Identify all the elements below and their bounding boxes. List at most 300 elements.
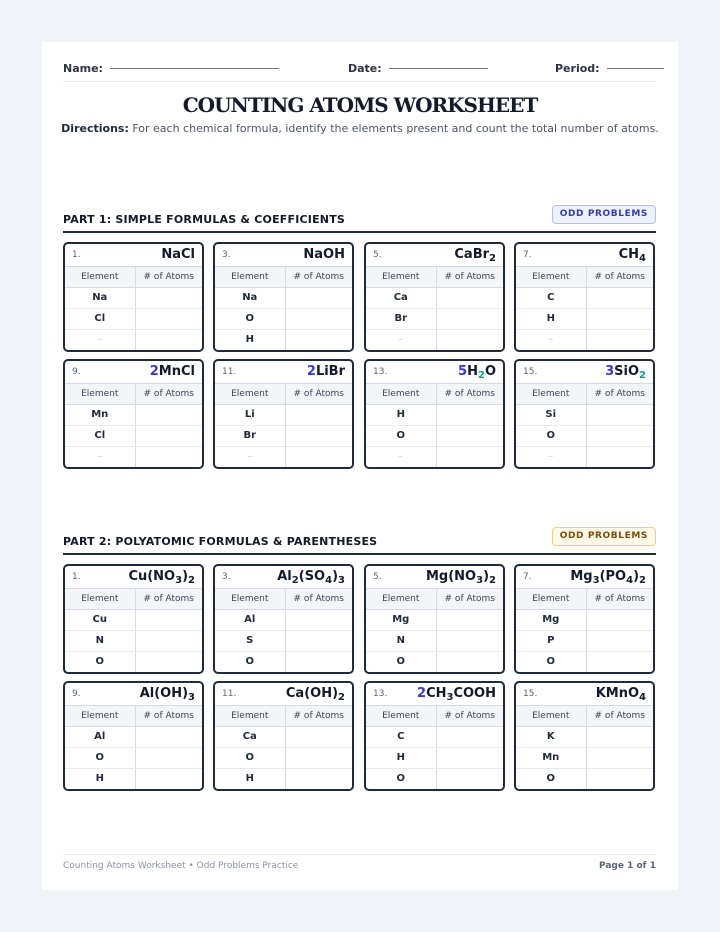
chemical-formula <box>277 569 345 584</box>
atom-count-answer-cell[interactable] <box>285 747 352 768</box>
table-row <box>516 726 653 747</box>
element-symbol: K <box>516 726 586 747</box>
table-row <box>516 609 653 630</box>
atom-count-table <box>65 267 202 350</box>
atom-count-answer-cell[interactable] <box>135 609 202 630</box>
atom-count-answer-cell[interactable] <box>586 747 653 768</box>
formula-part: ) <box>332 569 339 584</box>
element-symbol: O <box>215 308 285 329</box>
part-1-heading <box>63 209 656 233</box>
formula-part: CaBr <box>454 247 490 262</box>
table-row <box>516 768 653 789</box>
element-symbol: – <box>366 446 436 467</box>
problem-header <box>215 683 352 706</box>
element-symbol: – <box>366 329 436 350</box>
problem-header <box>366 683 503 706</box>
student-info-header <box>63 60 656 82</box>
problem-card <box>213 242 354 352</box>
problem-number: 11. <box>222 689 237 699</box>
element-symbol: Mg <box>366 609 436 630</box>
atom-count-table <box>366 706 503 789</box>
chemical-formula <box>458 364 496 379</box>
table-row <box>516 630 653 651</box>
table-row <box>65 768 202 789</box>
formula-subscript: 4 <box>639 253 646 264</box>
table-row <box>516 747 653 768</box>
table-row <box>65 747 202 768</box>
atom-count-table <box>516 384 653 467</box>
chemical-formula <box>619 247 646 262</box>
part-2-section <box>63 531 656 785</box>
part-2-heading <box>63 531 656 555</box>
formula-subscript: 3 <box>446 692 454 703</box>
atom-count-table <box>215 384 352 467</box>
table-row <box>516 329 653 350</box>
formula-part: Cu(NO <box>128 569 176 584</box>
formula-part: O <box>484 364 496 379</box>
atom-count-answer-cell[interactable] <box>586 425 653 446</box>
problem-card <box>63 242 204 352</box>
atom-count-answer-cell[interactable] <box>436 630 503 651</box>
problem-card <box>213 359 354 469</box>
element-symbol: Ca <box>366 287 436 308</box>
element-symbol: S <box>215 630 285 651</box>
atom-count-answer-cell[interactable] <box>135 768 202 789</box>
atom-count-answer-cell[interactable] <box>436 425 503 446</box>
element-symbol: Si <box>516 404 586 425</box>
problem-number: 7. <box>523 572 532 582</box>
table-row <box>65 446 202 467</box>
chemical-formula <box>570 569 646 584</box>
atom-count-answer-cell[interactable] <box>436 404 503 425</box>
problem-number: 13. <box>373 689 388 699</box>
atom-count-answer-cell[interactable] <box>586 651 653 672</box>
chemical-formula <box>454 247 496 262</box>
directions-label: Directions: <box>61 122 129 135</box>
formula-part: ) <box>483 569 490 584</box>
atom-count-answer-cell[interactable] <box>285 726 352 747</box>
table-row <box>366 287 503 308</box>
problem-number: 1. <box>72 572 81 582</box>
element-symbol: O <box>366 651 436 672</box>
atom-count-answer-cell[interactable] <box>586 446 653 467</box>
chemical-formula <box>161 247 195 262</box>
table-row <box>65 329 202 350</box>
problem-card <box>514 681 655 791</box>
date-field[interactable] <box>348 60 488 76</box>
formula-subscript: 2 <box>291 575 299 586</box>
atom-count-answer-cell[interactable] <box>285 404 352 425</box>
formula-part: H <box>467 364 478 379</box>
problem-header <box>65 361 202 384</box>
element-column-header: Element <box>366 384 436 404</box>
formula-part: CH <box>426 686 447 701</box>
table-row <box>215 726 352 747</box>
atom-count-answer-cell[interactable] <box>285 446 352 467</box>
part-1-badge: ODD PROBLEMS <box>552 205 656 224</box>
formula-subscript: 2 <box>639 575 646 586</box>
element-column-header: Element <box>215 706 285 726</box>
table-row <box>215 308 352 329</box>
element-symbol: Li <box>215 404 285 425</box>
table-row <box>366 747 503 768</box>
problem-header <box>65 683 202 706</box>
formula-part: COOH <box>453 686 496 701</box>
element-symbol: H <box>366 404 436 425</box>
element-column-header: Element <box>65 706 135 726</box>
formula-subscript: 2 <box>338 692 345 703</box>
atom-count-answer-cell[interactable] <box>285 609 352 630</box>
element-column-header: Element <box>215 589 285 609</box>
problem-header <box>366 566 503 589</box>
problem-header <box>215 244 352 267</box>
problem-card <box>213 564 354 674</box>
table-row <box>215 404 352 425</box>
element-symbol: Mn <box>65 404 135 425</box>
atom-count-answer-cell[interactable] <box>135 446 202 467</box>
atoms-column-header: # of Atoms <box>436 706 503 726</box>
formula-subscript: 3 <box>476 575 484 586</box>
atom-count-table <box>215 706 352 789</box>
problem-number: 5. <box>373 572 382 582</box>
atom-count-answer-cell[interactable] <box>285 308 352 329</box>
formula-subscript: 4 <box>626 575 634 586</box>
element-symbol: O <box>215 747 285 768</box>
atoms-column-header: # of Atoms <box>586 589 653 609</box>
element-symbol: – <box>65 446 135 467</box>
atom-count-table <box>215 589 352 672</box>
element-column-header: Element <box>516 384 586 404</box>
problem-header <box>215 361 352 384</box>
element-column-header: Element <box>65 589 135 609</box>
formula-subscript: 3 <box>592 575 600 586</box>
element-symbol: Mg <box>516 609 586 630</box>
chemical-formula <box>303 247 345 262</box>
element-symbol: – <box>65 329 135 350</box>
table-row <box>366 404 503 425</box>
table-row <box>366 425 503 446</box>
name-label: Name: <box>63 61 103 75</box>
table-row <box>366 329 503 350</box>
atom-count-answer-cell[interactable] <box>285 329 352 350</box>
atoms-column-header: # of Atoms <box>586 384 653 404</box>
element-symbol: N <box>366 630 436 651</box>
table-row <box>366 768 503 789</box>
element-column-header: Element <box>516 267 586 287</box>
atoms-column-header: # of Atoms <box>135 589 202 609</box>
table-row <box>516 287 653 308</box>
atom-count-answer-cell[interactable] <box>436 609 503 630</box>
atoms-column-header: # of Atoms <box>285 589 352 609</box>
atom-count-table <box>366 384 503 467</box>
date-label: Date: <box>348 61 382 75</box>
problem-header <box>366 361 503 384</box>
atom-count-answer-cell[interactable] <box>586 287 653 308</box>
formula-subscript: 2 <box>489 575 496 586</box>
atom-count-answer-cell[interactable] <box>586 768 653 789</box>
atom-count-answer-cell[interactable] <box>135 747 202 768</box>
formula-part: KMnO <box>595 686 640 701</box>
problem-number: 3. <box>222 572 231 582</box>
part-1-section <box>63 209 656 463</box>
element-symbol: H <box>65 768 135 789</box>
problem-card <box>63 359 204 469</box>
problem-number: 9. <box>72 689 81 699</box>
element-symbol: Mn <box>516 747 586 768</box>
directions <box>42 122 678 135</box>
element-symbol: O <box>65 651 135 672</box>
chemical-formula <box>307 364 345 379</box>
problem-number: 13. <box>373 367 388 377</box>
problem-card <box>364 681 505 791</box>
page-number: Page 1 of 1 <box>599 861 656 871</box>
table-row <box>215 425 352 446</box>
table-row <box>215 446 352 467</box>
problem-card <box>364 564 505 674</box>
chemical-formula <box>605 364 646 379</box>
formula-coefficient: 2 <box>417 686 427 701</box>
element-symbol: Al <box>215 609 285 630</box>
problem-card <box>63 564 204 674</box>
name-field[interactable] <box>63 60 279 76</box>
worksheet-page <box>42 42 678 890</box>
page-footer <box>63 854 656 876</box>
element-symbol: Al <box>65 726 135 747</box>
element-symbol: O <box>366 768 436 789</box>
problem-number: 3. <box>222 250 231 260</box>
element-symbol: Cl <box>65 308 135 329</box>
atoms-column-header: # of Atoms <box>436 589 503 609</box>
table-row <box>516 404 653 425</box>
atom-count-answer-cell[interactable] <box>436 308 503 329</box>
problem-header <box>65 244 202 267</box>
atom-count-answer-cell[interactable] <box>586 726 653 747</box>
problem-card <box>364 242 505 352</box>
table-row <box>215 651 352 672</box>
element-column-header: Element <box>516 589 586 609</box>
problem-card <box>514 564 655 674</box>
problem-card <box>213 681 354 791</box>
element-symbol: C <box>516 287 586 308</box>
element-symbol: C <box>366 726 436 747</box>
table-row <box>366 308 503 329</box>
element-symbol: H <box>215 768 285 789</box>
formula-part: SiO <box>614 364 640 379</box>
element-symbol: Cu <box>65 609 135 630</box>
element-symbol: O <box>65 747 135 768</box>
period-blank-line[interactable] <box>607 68 664 69</box>
atom-count-answer-cell[interactable] <box>135 287 202 308</box>
table-row <box>516 651 653 672</box>
formula-part: CH <box>618 247 640 262</box>
atom-count-answer-cell[interactable] <box>135 308 202 329</box>
problem-number: 7. <box>523 250 532 260</box>
atom-count-answer-cell[interactable] <box>135 630 202 651</box>
problem-number: 5. <box>373 250 382 260</box>
chemical-formula <box>128 569 195 584</box>
atom-count-table <box>65 384 202 467</box>
atom-count-answer-cell[interactable] <box>436 287 503 308</box>
formula-coefficient: 2 <box>149 364 159 379</box>
element-symbol: Cl <box>65 425 135 446</box>
chemical-formula <box>417 686 496 701</box>
element-symbol: – <box>215 446 285 467</box>
period-field[interactable] <box>555 60 664 76</box>
element-symbol: O <box>516 651 586 672</box>
formula-subscript: 3 <box>175 575 183 586</box>
atoms-column-header: # of Atoms <box>285 706 352 726</box>
problem-header <box>366 244 503 267</box>
table-row <box>65 425 202 446</box>
chemical-formula <box>426 569 496 584</box>
atom-count-answer-cell[interactable] <box>436 329 503 350</box>
atom-count-table <box>366 589 503 672</box>
formula-subscript: 2 <box>639 370 646 381</box>
part-2-title: PART 2: POLYATOMIC FORMULAS & PARENTHESES <box>63 535 378 548</box>
problem-card <box>364 359 505 469</box>
problem-card <box>514 242 655 352</box>
atom-count-table <box>516 267 653 350</box>
table-row <box>366 446 503 467</box>
atom-count-answer-cell[interactable] <box>586 329 653 350</box>
atom-count-answer-cell[interactable] <box>436 446 503 467</box>
formula-subscript: 2 <box>188 575 195 586</box>
element-symbol: O <box>215 651 285 672</box>
atoms-column-header: # of Atoms <box>436 384 503 404</box>
atom-count-answer-cell[interactable] <box>285 425 352 446</box>
problem-number: 9. <box>72 367 81 377</box>
formula-part: Mg(NO <box>425 569 477 584</box>
formula-subscript: 3 <box>338 575 345 586</box>
atom-count-table <box>215 267 352 350</box>
atom-count-answer-cell[interactable] <box>586 609 653 630</box>
element-column-header: Element <box>366 267 436 287</box>
problem-number: 15. <box>523 689 538 699</box>
table-row <box>65 287 202 308</box>
table-row <box>65 308 202 329</box>
element-column-header: Element <box>65 267 135 287</box>
table-row <box>65 726 202 747</box>
element-column-header: Element <box>215 267 285 287</box>
problem-header <box>516 361 653 384</box>
name-blank-line[interactable] <box>110 68 279 69</box>
atom-count-answer-cell[interactable] <box>135 651 202 672</box>
date-blank-line[interactable] <box>389 68 488 69</box>
formula-part: MnCl <box>158 364 195 379</box>
atom-count-answer-cell[interactable] <box>285 651 352 672</box>
element-column-header: Element <box>215 384 285 404</box>
atom-count-answer-cell[interactable] <box>586 308 653 329</box>
element-symbol: – <box>516 329 586 350</box>
element-symbol: H <box>366 747 436 768</box>
atom-count-answer-cell[interactable] <box>135 329 202 350</box>
formula-subscript: 3 <box>188 692 195 703</box>
element-symbol: P <box>516 630 586 651</box>
atoms-column-header: # of Atoms <box>285 384 352 404</box>
atom-count-answer-cell[interactable] <box>436 768 503 789</box>
atoms-column-header: # of Atoms <box>586 706 653 726</box>
formula-part: (SO <box>298 569 326 584</box>
table-row <box>65 630 202 651</box>
chemical-formula <box>596 686 646 701</box>
part-1-title: PART 1: SIMPLE FORMULAS & COEFFICIENTS <box>63 213 346 226</box>
atom-count-table <box>65 589 202 672</box>
formula-subscript: 2 <box>477 370 485 381</box>
formula-coefficient: 5 <box>458 364 468 379</box>
element-symbol: Na <box>65 287 135 308</box>
atom-count-answer-cell[interactable] <box>436 747 503 768</box>
atom-count-table <box>516 706 653 789</box>
problem-header <box>516 566 653 589</box>
directions-text: For each chemical formula, identify the elements present and count the total number of atoms. <box>132 122 659 135</box>
footer-caption: Counting Atoms Worksheet • Odd Problems Practice <box>63 861 299 871</box>
formula-part: (PO <box>599 569 627 584</box>
atom-count-answer-cell[interactable] <box>586 630 653 651</box>
atom-count-answer-cell[interactable] <box>285 287 352 308</box>
atom-count-answer-cell[interactable] <box>135 726 202 747</box>
table-row <box>516 446 653 467</box>
element-symbol: O <box>516 768 586 789</box>
atom-count-answer-cell[interactable] <box>436 726 503 747</box>
atom-count-answer-cell[interactable] <box>436 651 503 672</box>
problem-header <box>215 566 352 589</box>
atoms-column-header: # of Atoms <box>135 384 202 404</box>
element-symbol: O <box>516 425 586 446</box>
problem-number: 11. <box>222 367 237 377</box>
formula-part: Al(OH) <box>139 686 189 701</box>
formula-subscript: 4 <box>325 575 333 586</box>
problem-header <box>516 683 653 706</box>
table-row <box>516 425 653 446</box>
atom-count-answer-cell[interactable] <box>586 404 653 425</box>
element-symbol: – <box>516 446 586 467</box>
formula-part: NaOH <box>303 247 345 262</box>
formula-part: ) <box>182 569 189 584</box>
formula-part: Ca(OH) <box>285 686 339 701</box>
problem-header <box>65 566 202 589</box>
chemical-formula <box>140 686 195 701</box>
atoms-column-header: # of Atoms <box>436 267 503 287</box>
problem-number: 15. <box>523 367 538 377</box>
table-row <box>65 404 202 425</box>
table-row <box>215 329 352 350</box>
formula-subscript: 4 <box>639 692 646 703</box>
element-symbol: Br <box>215 425 285 446</box>
page-title: COUNTING ATOMS WORKSHEET <box>182 93 538 117</box>
atom-count-answer-cell[interactable] <box>135 404 202 425</box>
period-label: Period: <box>555 61 600 75</box>
atom-count-answer-cell[interactable] <box>285 768 352 789</box>
element-column-header: Element <box>65 384 135 404</box>
table-row <box>65 651 202 672</box>
chemical-formula <box>286 686 345 701</box>
formula-part: Mg <box>570 569 593 584</box>
table-row <box>366 630 503 651</box>
formula-part: NaCl <box>161 247 195 262</box>
atoms-column-header: # of Atoms <box>135 267 202 287</box>
atoms-column-header: # of Atoms <box>285 267 352 287</box>
element-symbol: O <box>366 425 436 446</box>
atom-count-answer-cell[interactable] <box>135 425 202 446</box>
formula-part: ) <box>633 569 640 584</box>
table-row <box>215 609 352 630</box>
chemical-formula <box>150 364 195 379</box>
problem-number: 1. <box>72 250 81 260</box>
problem-card <box>514 359 655 469</box>
element-symbol: N <box>65 630 135 651</box>
formula-subscript: 2 <box>489 253 496 264</box>
atom-count-answer-cell[interactable] <box>285 630 352 651</box>
